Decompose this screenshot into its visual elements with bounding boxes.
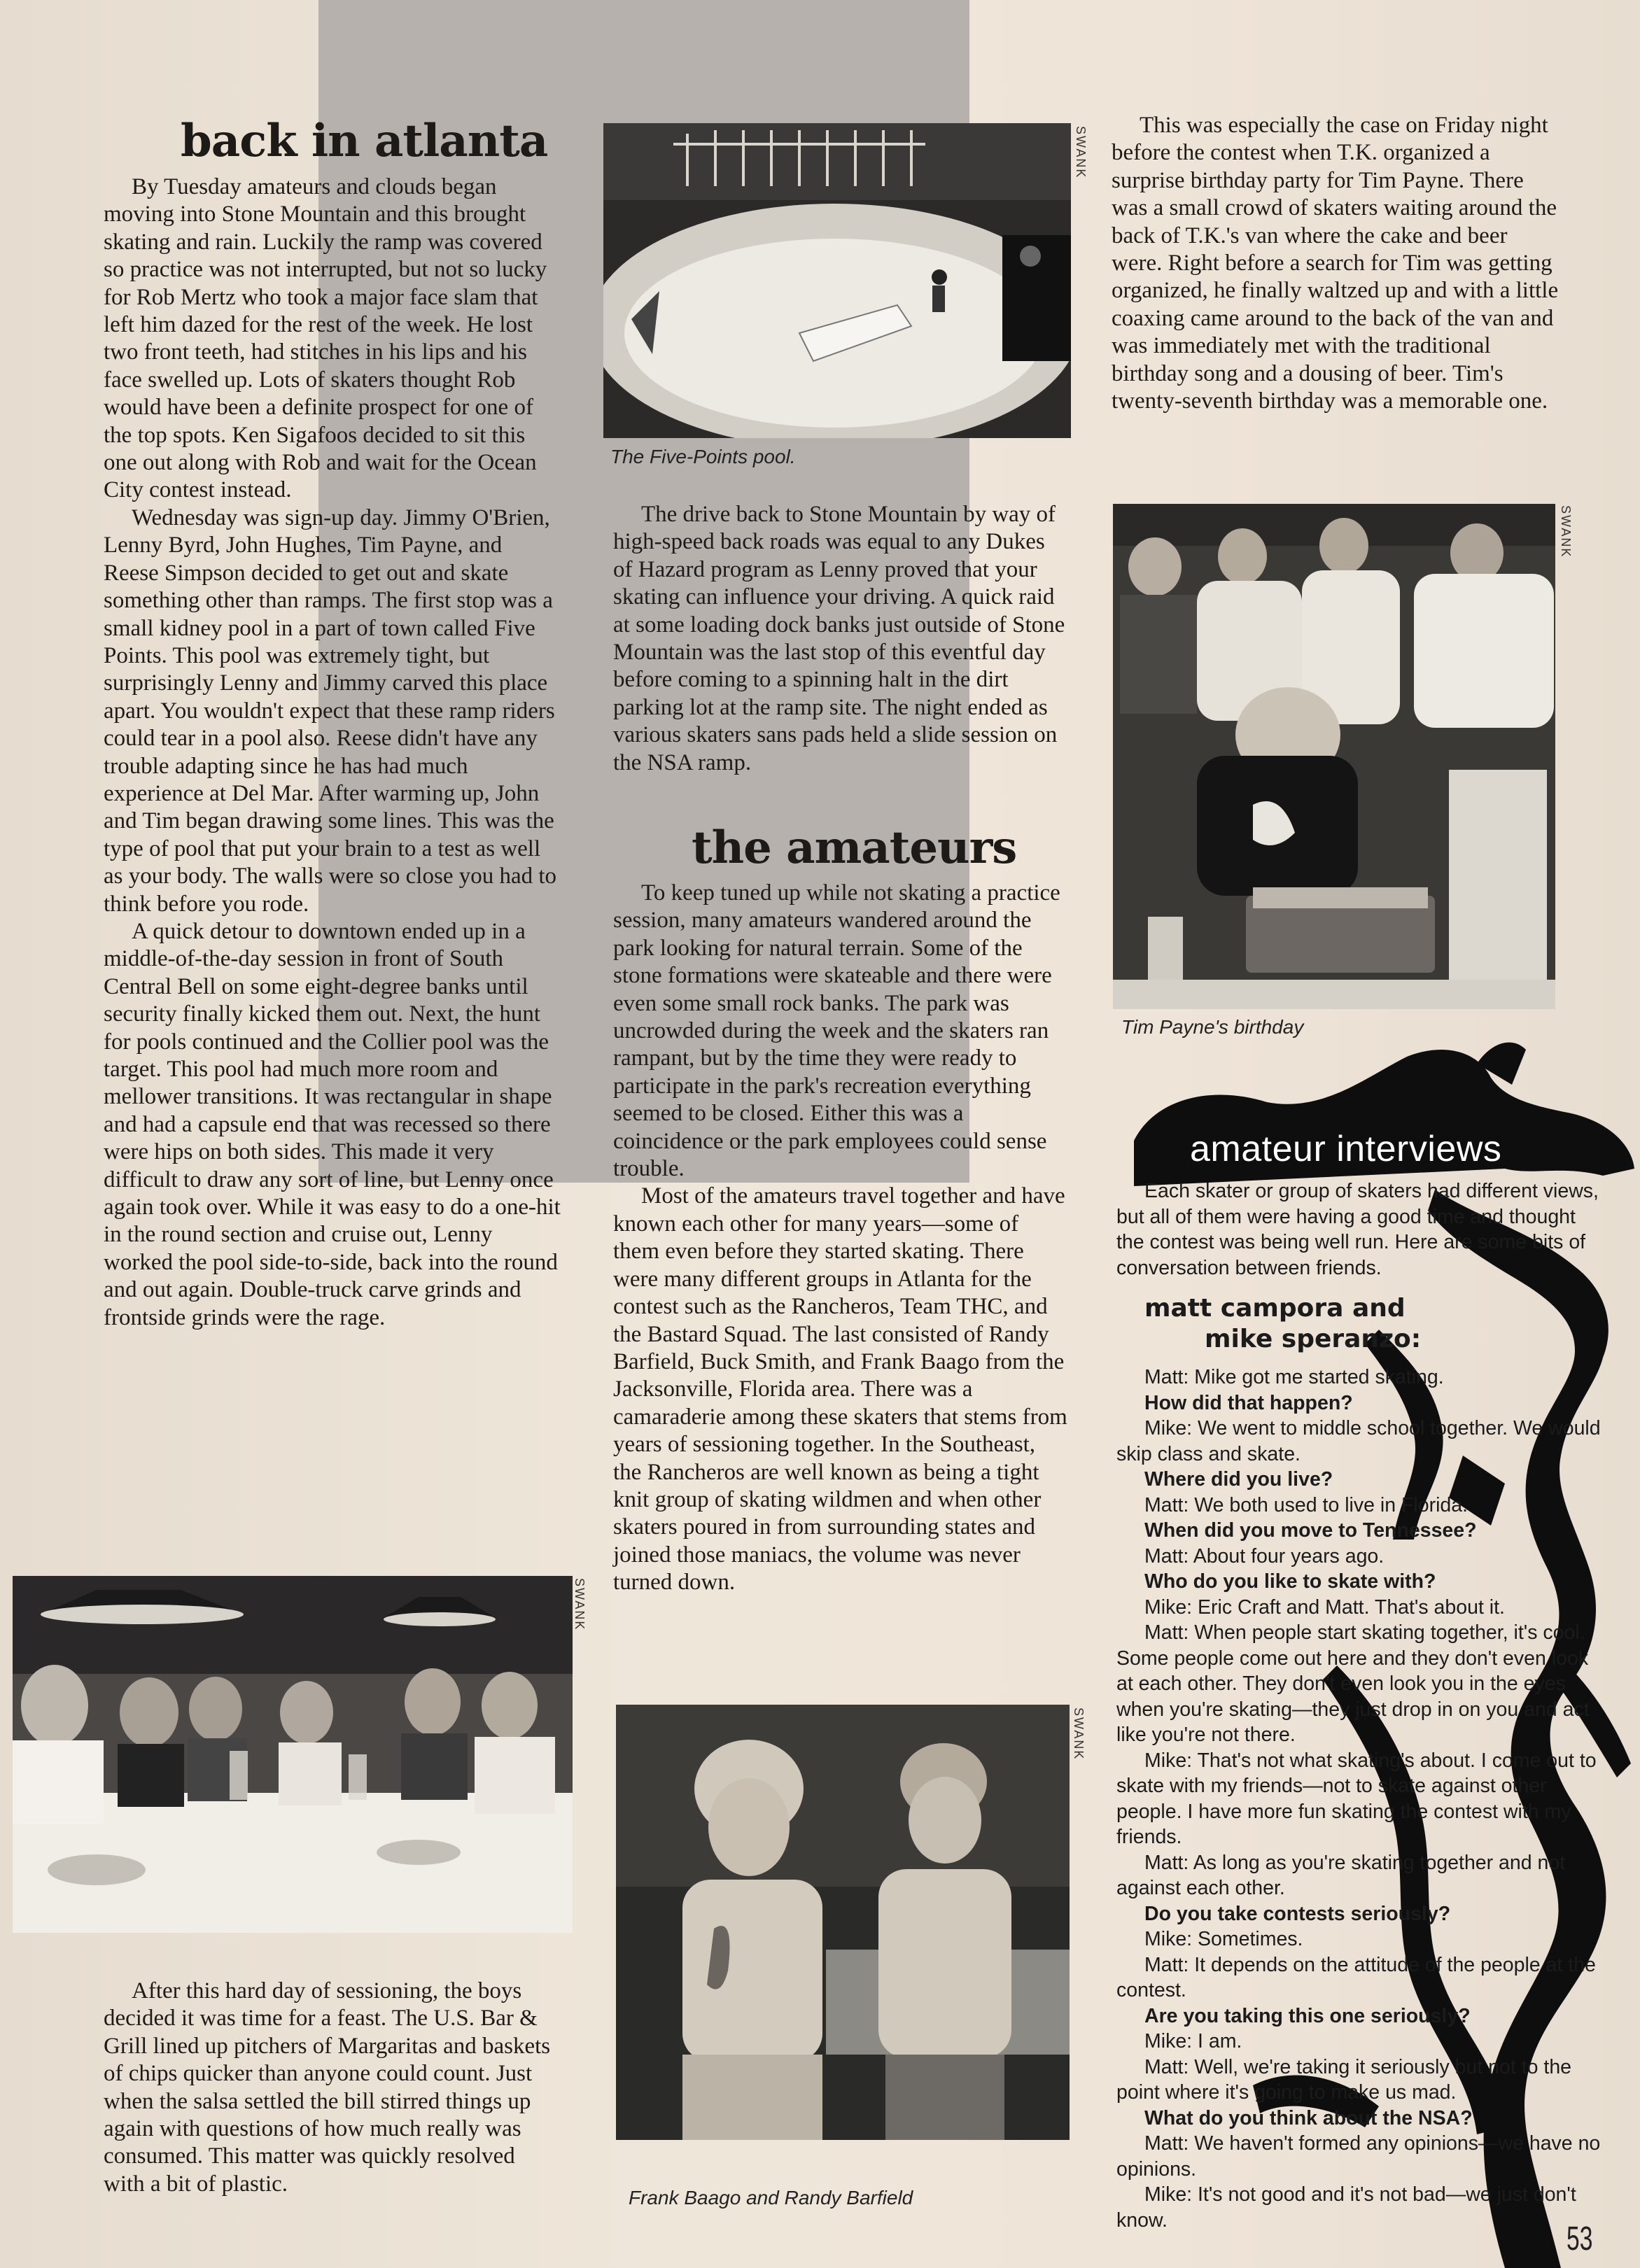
pool-caption: The Five-Points pool.: [610, 446, 796, 467]
restaurant-photo: [13, 1576, 573, 1933]
interviews-heading: amateur interviews: [1190, 1129, 1502, 1169]
interview-answer: Matt: Mike got me started skating.: [1144, 1366, 1444, 1388]
birthday-caption: Tim Payne's birthday: [1121, 1016, 1304, 1038]
interview-question: What do you think about the NSA?: [1144, 2106, 1473, 2129]
interview-question: Are you taking this one seriously?: [1144, 2004, 1471, 2027]
heading-back-in-atlanta: back in atlanta: [181, 115, 548, 167]
interview-answer: Matt: It depends on the attitude of the people at the contest.: [1116, 1953, 1596, 2001]
birthday-photo: [1113, 504, 1555, 1009]
drive-article: [613, 501, 1068, 777]
interview-question: Where did you live?: [1144, 1468, 1333, 1491]
paragraph: Most of the amateurs travel together and have known each other for many years—some of them even before they started skating. There were many different groups in Atlanta for the contest such as the Rancheros, Team THC, and the Bastard Squad. The last consisted of Randy Barfield, Buck Smith, and Frank Baago from the Jacksonville, Florida area. There was a camaraderie among these skaters that stems from years of sessioning together. In the Southeast, the Rancheros are well known as being a tight knit group of skating wildmen and when other skaters poured in from surrounding states and joined those maniacs, the volume was never turned down.: [613, 1183, 1067, 1596]
interview-answer: Mike: Eric Craft and Matt. That's about it.: [1144, 1596, 1505, 1619]
interview-lines: [1116, 1365, 1606, 2233]
photo-credit: SWANK: [573, 1578, 587, 1631]
interview-answer: Mike: That's not what skating's about. I come out to skate with my friends—not to skate against other people. I have more fun skating the contest with my friends.: [1116, 1749, 1597, 1848]
interview-question: Who do you like to skate with?: [1144, 1570, 1436, 1593]
paragraph: After this hard day of sessioning, the boys decided it was time for a feast. The U.S. Bar & Grill lined up pitchers of Margaritas and baskets of chips quicker than anyone could count. Just when the salsa settled the bill stirred things up again with questions of how much really was consumed. This matter was quickly resolved with a bit of plastic.: [104, 1978, 551, 2197]
photo-credit: SWANK: [1072, 1707, 1086, 1761]
five-points-pool-photo: [603, 123, 1071, 438]
interviews-intro: Each skater or group of skaters had different views, but all of them were having a good time and thought the contest was being well run. Here are some bits of conversation between friends.: [1116, 1180, 1599, 1279]
feast-article: [104, 1978, 552, 2198]
interview-answer: Mike: Sometimes.: [1144, 1928, 1303, 1950]
interview-answer: Mike: It's not good and it's not bad—we just don't know.: [1116, 2183, 1576, 2232]
amateurs-article: [613, 880, 1068, 1597]
paragraph: This was especially the case on Friday night before the contest when T.K. organized a surprise birthday party for Tim Payne. There was a small crowd of skaters waiting around the back of T.K.'s van where the cake and beer were. Right before a search for Tim was getting organized, he finally waltzed up and with a little coaxing came around to the back of the van and was immediately met with the traditional birthday song and a dousing of beer. Tim's twenty-seventh birthday was a memorable one.: [1112, 113, 1559, 414]
heading-the-amateurs: the amateurs: [692, 822, 1017, 874]
paragraph: Wednesday was sign-up day. Jimmy O'Brien, Lenny Byrd, John Hughes, Tim Payne, and Reese Simpson decided to get out and skate something other than ramps. The first stop was a small kidney pool in a part of town called Five Points. This pool was extremely tight, but surprisingly Lenny and Jimmy carved this place apart. You wouldn't expect that these ramp riders could tear in a pool also. Reese didn't have any trouble adapting since he has had much experience at Del Mar. After warming up, John and Tim began drawing some lines. This was the type of pool that put your brain to a test as well as your body. The walls were so close you had to think before you rode.: [104, 505, 557, 917]
paragraph: The drive back to Stone Mountain by way of high-speed back roads was equal to any Dukes of Hazard program as Lenny proved that your skating can influence your driving. A quick raid at some loading dock banks just outside of Stone Mountain was the last stop of this eventful day before coming to a spinning halt in the dirt parking lot at the ramp site. The night ended as various skaters sans pads held a slide session on the NSA ramp.: [613, 502, 1065, 775]
interview-answer: Matt: About four years ago.: [1144, 1544, 1385, 1568]
frank-randy-photo: [616, 1705, 1070, 2140]
interview-answer: Matt: We both used to live in Florida.: [1144, 1493, 1469, 1516]
interviewee-names: [1144, 1293, 1606, 1355]
interview-answer: Matt: As long as you're skating together and not against each other.: [1116, 1851, 1566, 1899]
photo-credit: SWANK: [1074, 126, 1088, 179]
interview-answer: Matt: When people start skating together, it's cool. Some people come out here and they don't even look at each other. They don't even look you in the eyes when you're skating—they just drop in on you and act like you're not there.: [1116, 1621, 1590, 1746]
interview-answer: Mike: I am.: [1144, 2030, 1242, 2052]
interview-answer: Matt: Well, we're taking it seriously but not to the point where it's going to make us mad.: [1116, 2055, 1572, 2104]
page-number: 53: [1567, 2220, 1593, 2258]
portrait-caption: Frank Baago and Randy Barfield: [629, 2187, 913, 2209]
paragraph: A quick detour to downtown ended up in a middle-of-the-day session in front of South Central Bell on some eight-degree banks until security finally kicked them out. Next, the hunt for pools continued and the Collier pool was the target. This pool had much more room and mellower transitions. It was rectangular in shape and had a capsule end that was recessed so there were hips on both sides. This made it very difficult to draw any sort of line, but Lenny once again took over. While it was easy to do a one-hit in the round section and cruise out, Lenny worked the pool side-to-side, back into the round and out again. Double-truck carve grinds and frontside grinds were the rage.: [104, 918, 561, 1330]
names-line: matt campora and: [1144, 1294, 1406, 1323]
interviews-section: [1116, 1178, 1606, 2233]
paragraph: By Tuesday amateurs and clouds began moving into Stone Mountain and this brought skating and rain. Luckily the ramp was covered so practice was not interrupted, but not so lucky for Rob Mertz who took a major face slam that left him dazed for the rest of the week. He lost two front teeth, had stitches in his lips and his face swelled up. Lots of skaters thought Rob would have been a definite prospect for one of the top spots. Ken Sigafoos decided to sit this one out along with Rob and wait for the Ocean City contest instead.: [104, 174, 547, 503]
interview-question: Do you take contests seriously?: [1144, 1902, 1451, 1925]
names-line: mike speranzo:: [1205, 1325, 1422, 1353]
interview-answer: Matt: We haven't formed any opinions—we have no opinions.: [1116, 2132, 1601, 2181]
photo-credit: SWANK: [1559, 505, 1573, 558]
interview-answer: Mike: We went to middle school together. We would skip class and skate.: [1116, 1417, 1601, 1465]
paragraph: To keep tuned up while not skating a practice session, many amateurs wandered around the park looking for natural terrain. Some of the stone formations were skateable and there were even some small rock banks. The park was uncrowded during the week and the skaters ran rampant, but by the time they were ready to participate in the park's recreation everything seemed to be closed. Either this was a coincidence or the park employees could sense trouble.: [613, 880, 1060, 1182]
interview-question: When did you move to Tennessee?: [1144, 1519, 1477, 1542]
interview-question: How did that happen?: [1144, 1391, 1353, 1414]
back-in-atlanta-article: [104, 174, 562, 1332]
birthday-article: [1112, 112, 1560, 415]
